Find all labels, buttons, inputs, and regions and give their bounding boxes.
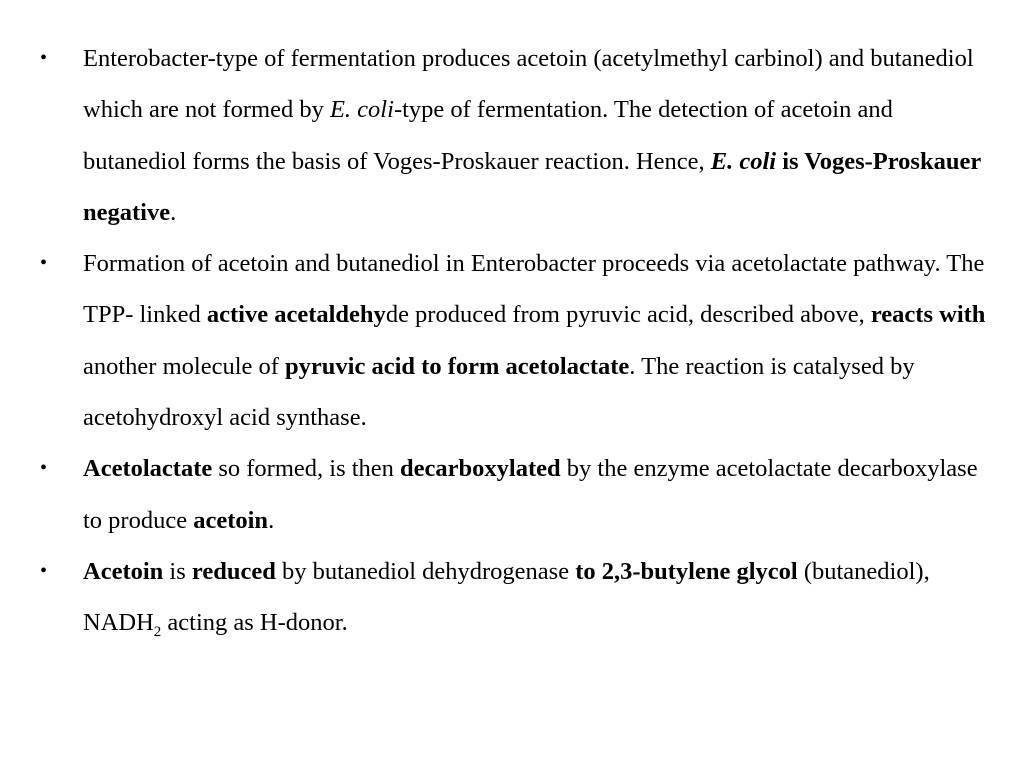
subscript-text: 2 [153,624,162,641]
bullet-text-run: decarboxylated [400,455,561,483]
bullet-item [40,546,990,649]
bullet-text-run: reacts with [870,301,986,329]
bullet-text-run: pyruvic acid to form acetolactate [285,352,630,380]
bullet-text-run: by the enzyme acetolactate decarboxylase to produce [83,455,978,534]
bullet-dot-icon: • [40,457,48,480]
bullet-text-run: . The reaction is catalysed by acetohydroxyl acid synthase. [83,352,915,432]
bullet-text-run: de produced from pyruvic acid, described above, [385,301,871,329]
bullet-text-run: (butanediol), NADH [83,557,930,637]
bullet-text-run: by butanediol dehydrogenase [275,557,576,585]
bullet-item [40,443,990,546]
bullet-dot-icon: • [40,559,48,582]
bullet-text-run: . [170,198,177,226]
bullet-text-run: E. coli [329,96,394,124]
bullet-text-run: is [163,557,192,585]
bullet-text-run: active acetaldehy [206,301,386,329]
bullet-text-run: acetoin [193,506,269,534]
bullet-text-run: so formed, is then [212,455,401,483]
bullet-text-run: Enterobacter-type of fermentation produces acetoin (acetylmethyl carbinol) and butanediol which are not formed by [83,45,974,124]
bullet-text-run: -type of fermentation. The detection of acetoin and butanediol forms the basis of Voges-Proskauer reaction. Hence, [83,96,893,175]
bullet-text-run: Formation of acetoin and butanediol in Enterobacter proceeds via acetolactate pathway. The TPP- linked [83,250,985,329]
bullet-text-run: . [268,506,275,534]
bullet-list [40,33,990,649]
bullet-text-run: Acetoin [83,557,164,585]
bullet-item [40,238,990,443]
bullet-text-run: reduced [191,557,276,585]
bullet-text-run: to 2,3-butylene glycol [575,557,798,585]
bullet-text-run: is Voges-Proskauer negative [83,147,981,226]
bullet-dot-icon: • [40,252,48,275]
bullet-text-run: E. coli [710,147,777,175]
bullet-item [40,33,990,238]
bullet-text-run: acting as H-donor. [161,609,348,637]
bullet-text-run: another molecule of [83,352,286,380]
bullet-text-run: Acetolactate [83,455,213,483]
bullet-dot-icon: • [40,47,48,69]
